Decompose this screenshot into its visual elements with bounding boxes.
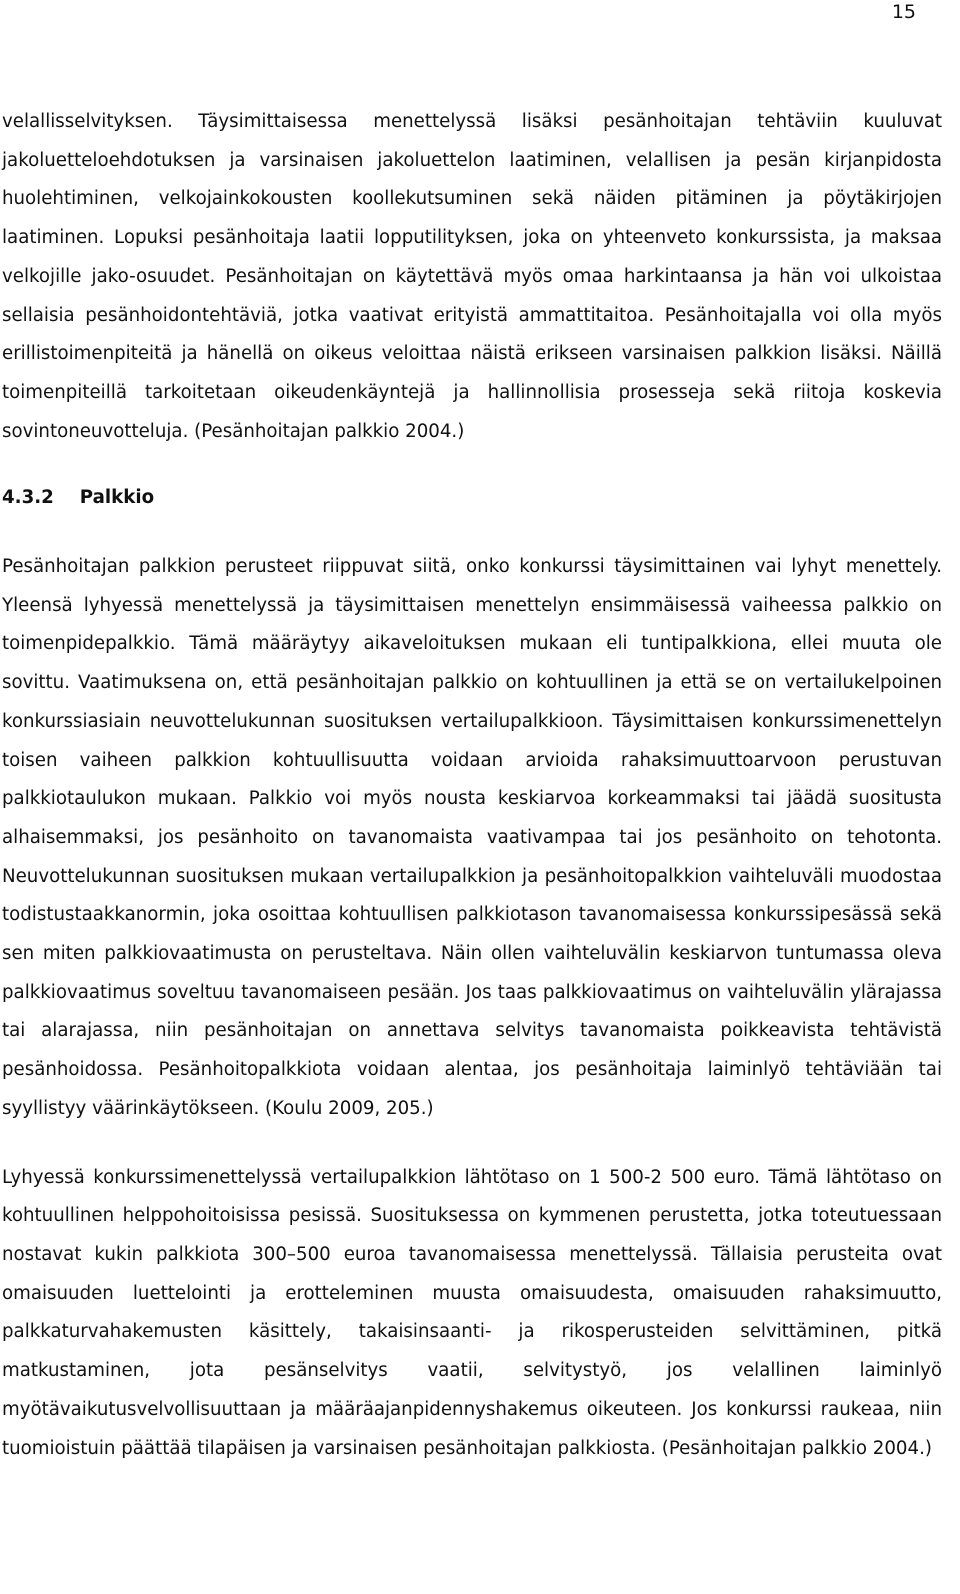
paragraph-fee-basis: Pesänhoitajan palkkion perusteet riippuvat siitä, onko konkurssi täysimittainen vai lyhyt menettely. Yleensä lyhyessä menettelyssä ja täysimittaisen menettelyn ensimmäisessä vaiheessa palkkio on toimenpidepalkkio. Tämä määräytyy aikaveloituksen mukaan eli tuntipalkkiona, ellei muuta ole sovittu. Vaatimuksena on, että pesänhoitajan palkkio on kohtuullinen ja että se on vertailukelpoinen konkurssiasiain neuvottelukunnan suosituksen vertailupalkkioon. Täysimittaisen konkurssimenettelyn toisen vaiheen palkkion kohtuullisuutta voidaan arvioida rahaksimuuttoarvoon perustuvan palkkiotaulukon mukaan. Palkkio voi myös nousta keskiarvoa korkeammaksi tai jäädä suositusta alhaisemmaksi, jos pesänhoito on tavanomaista vaativampaa tai jos pesänhoito on tehotonta. Neuvottelukunnan suosituksen mukaan vertailupalkkion ja pesänhoitopalkkion vaihteluväli muodostaa todistustaakkanormin, joka osoittaa kohtuullisen palkkiotason tavanomaisessa konkurssipesässä sekä sen miten palkkiovaatimusta on perusteltava. Näin ollen vaihteluvälin keskiarvon tuntumassa oleva palkkiovaatimus soveltuu tavanomaiseen pesään. Jos taas palkkiovaatimus on vaihteluvälin ylärajassa tai alarajassa, niin pesänhoitajan on annettava selvitys tavanomaista poikkeavista tehtävistä pesänhoidossa. Pesänhoitopalkkiota voidaan alentaa, jos pesänhoitaja laiminlyö tehtäviään tai syyllistyy väärinkäytökseen. (Koulu 2009, 205.) <box>2 556 942 1119</box>
page-number: 15 <box>891 1 916 23</box>
spacer <box>2 1129 942 1159</box>
spacer <box>2 518 942 548</box>
spacer <box>2 451 942 479</box>
section-heading <box>2 479 942 518</box>
section-number: 4.3.2 <box>2 487 54 509</box>
paragraph-short-procedure-fee: Lyhyessä konkurssimenettelyssä vertailupalkkion lähtötaso on 1 500-2 500 euro. Tämä lähtötaso on kohtuullinen helppohoitoisissa pesissä. Suosituksessa on kymmenen perustetta, jotka toteutuessaan nostavat kukin palkkiota 300–500 euroa tavanomaisessa menettelyssä. Tällaisia perusteita ovat omaisuuden luettelointi ja erotteleminen muusta omaisuudesta, omaisuuden rahaksimuutto, palkkaturvahakemusten käsittely, takaisinsaanti- ja rikosperusteiden selvittäminen, pitkä matkustaminen, jota pesänselvitys vaatii, selvitystyö, jos velallinen laiminlyö myötävaikutusvelvollisuuttaan ja määräajanpidennyshakemus oikeuteen. Jos konkurssi raukeaa, niin tuomioistuin päättää tilapäisen ja varsinaisen pesänhoitajan palkkiosta. (Pesänhoitajan palkkio 2004.) <box>2 1166 942 1459</box>
paragraph-trustee-duties: velallisselvityksen. Täysimittaisessa menettelyssä lisäksi pesänhoitajan tehtäviin kuuluvat jakoluetteloehdotuksen ja varsinaisen jakoluettelon laatiminen, velallisen ja pesän kirjanpidosta huolehtiminen, velkojainkokousten koollekutsuminen sekä näiden pitäminen ja pöytäkirjojen laatiminen. Lopuksi pesänhoitaja laatii lopputilityksen, joka on yhteenveto konkurssista, ja maksaa velkojille jako-osuudet. Pesänhoitajan on käytettävä myös omaa harkintaansa ja hän voi ulkoistaa sellaisia pesänhoidontehtäviä, jotka vaativat erityistä ammattitaitoa. Pesänhoitajalla voi olla myös erillistoimenpiteitä ja hänellä on oikeus veloittaa näistä erikseen varsinaisen palkkion lisäksi. Näillä toimenpiteillä tarkoitetaan oikeudenkäyntejä ja hallinnollisia prosesseja sekä riitoja koskevia sovintoneuvotteluja. (Pesänhoitajan palkkio 2004.) <box>2 111 942 442</box>
document-body <box>2 103 942 1468</box>
section-title: Palkkio <box>79 487 155 509</box>
